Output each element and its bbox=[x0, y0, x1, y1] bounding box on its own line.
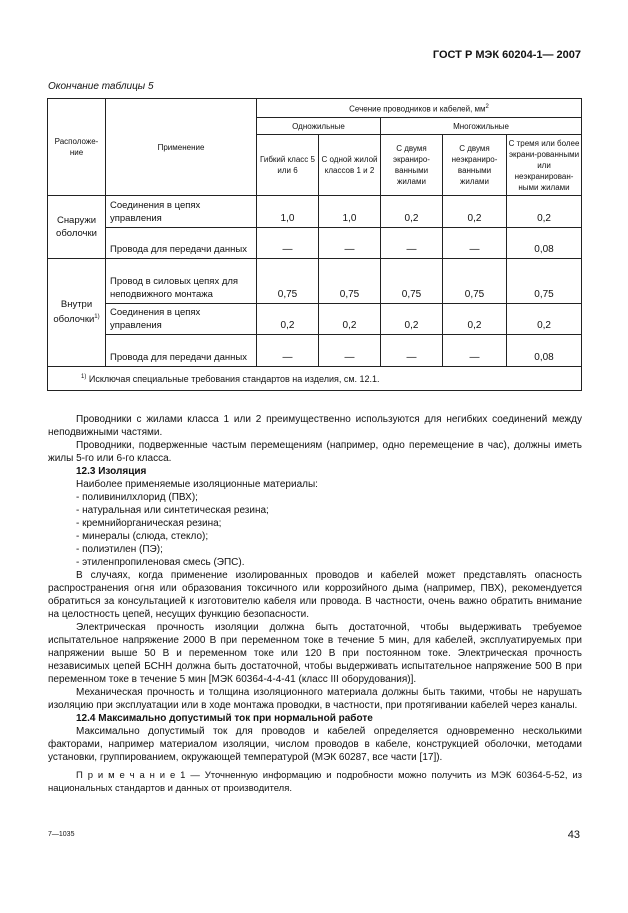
table-row bbox=[48, 196, 582, 228]
value-cell: 0,2 bbox=[381, 304, 443, 335]
application-cell: Соединения в цепях управления bbox=[106, 196, 257, 228]
paragraph: Наиболее применяемые изоляционные материалы: bbox=[76, 479, 318, 490]
table-footnote: $^{1)}$ Исключая специальные требования стандартов на изделия, см. 12.1. bbox=[48, 367, 582, 391]
header-multi-core: Многожильные bbox=[381, 118, 582, 135]
value-cell: 0,75 bbox=[319, 259, 381, 304]
paragraph: Проводники, подверженные частым перемещениям (например, одно перемещение в час), должны иметь жилы 5-го или 6-го класса. bbox=[48, 440, 582, 464]
value-cell: 0,75 bbox=[443, 259, 507, 304]
value-cell: 0,2 bbox=[507, 304, 582, 335]
paragraph: Проводники с жилами класса 1 или 2 преимущественно используются для негибких соединений между неподвижными частями. bbox=[48, 414, 582, 438]
table-caption: Окончание таблицы 5 bbox=[48, 81, 154, 92]
application-cell: Провода для передачи данных bbox=[106, 228, 257, 259]
value-cell: 1,0 bbox=[319, 196, 381, 228]
header-sub-flexible: Гибкий класс 5 или 6 bbox=[257, 135, 319, 196]
paragraph: Максимально допустимый ток для проводов и кабелей определяется одновременно несколькими факторами, например материалом изоляции, числом проводов в кабеле, конструкцией оболочки, методами установки, группированием, окружающей температурой (МЭК 60287, все части [17]). bbox=[48, 726, 582, 763]
application-cell: Провод в силовых цепях для неподвижного монтажа bbox=[106, 259, 257, 304]
table-row bbox=[48, 304, 582, 335]
list-item: - минералы (слюда, стекло); bbox=[76, 531, 209, 542]
value-cell: 0,08 bbox=[507, 228, 582, 259]
application-cell: Провода для передачи данных bbox=[106, 335, 257, 367]
header-sub-two-unshielded: С двумя неэкраниро-ванными жилами bbox=[443, 135, 507, 196]
list-item: - натуральная или синтетическая резина; bbox=[76, 505, 269, 516]
list-item: - полиэтилен (ПЭ); bbox=[76, 544, 163, 555]
value-cell: 0,2 bbox=[319, 304, 381, 335]
paragraph: Электрическая прочность изоляции должна быть достаточной, чтобы выдерживать требуемое испытательное напряжение 2000 В при переменном токе в течение 5 мин, для кабелей, эксплуатируемых при напряжении выше 50 В и переменном токе или 120 В при постоянном токе. Электрическая прочность независимых цепей БСНН должна быть достаточной, чтобы выдерживать испытательное напряжение 500 В при переменном токе в течение 5 мин [МЭК 60364-4-4-41 (класс III оборудования)]. bbox=[48, 622, 582, 685]
paragraph: В случаях, когда применение изолированных проводов и кабелей может представлять опасность распространения огня или образования токсичного или коррозийного дыма (например, ПВХ), рекомендуется обратиться за консультацией к изготовителю кабеля или провода. В частности, очень важно обратить внимание на целостность цепей, несущих функцию безопасности. bbox=[48, 570, 582, 620]
location-inside: Внутри оболочки$^{1)}$ bbox=[48, 259, 106, 367]
body-text bbox=[48, 413, 582, 795]
value-cell: — bbox=[443, 335, 507, 367]
value-cell: 0,2 bbox=[381, 196, 443, 228]
value-cell: — bbox=[381, 335, 443, 367]
value-cell: 0,2 bbox=[257, 304, 319, 335]
value-cell: 0,2 bbox=[443, 304, 507, 335]
conductor-section-table bbox=[47, 98, 582, 391]
location-outside: Снаружи оболочки bbox=[48, 196, 106, 259]
value-cell: 0,08 bbox=[507, 335, 582, 367]
standard-header: ГОСТ Р МЭК 60204-1— 2007 bbox=[432, 49, 581, 61]
table-row bbox=[48, 228, 582, 259]
section-heading-12-3: 12.3 Изоляция bbox=[76, 466, 147, 477]
table-row bbox=[48, 335, 582, 367]
value-cell: 0,75 bbox=[507, 259, 582, 304]
value-cell: 0,2 bbox=[443, 196, 507, 228]
application-cell: Соединения в цепях управления bbox=[106, 304, 257, 335]
value-cell: — bbox=[381, 228, 443, 259]
value-cell: 0,75 bbox=[381, 259, 443, 304]
value-cell: — bbox=[257, 335, 319, 367]
value-cell: — bbox=[319, 228, 381, 259]
list-item: - кремнийорганическая резина; bbox=[76, 518, 222, 529]
header-sub-three-plus: С тремя или более экрани-рованными или неэкранирован-ными жилами bbox=[507, 135, 582, 196]
note: П р и м е ч а н и е 1 — Уточненную информацию и подробности можно получить из МЭК 60364-5-52, из национальных стандартов и данных от производителя. bbox=[48, 770, 582, 794]
value-cell: 1,0 bbox=[257, 196, 319, 228]
header-single-core: Одножильные bbox=[257, 118, 381, 135]
value-cell: 0,75 bbox=[257, 259, 319, 304]
header-location: Расположе-ние bbox=[48, 99, 106, 196]
value-cell: — bbox=[443, 228, 507, 259]
value-cell: — bbox=[257, 228, 319, 259]
header-section: Сечение проводников и кабелей, $мм^2$ bbox=[257, 99, 582, 118]
table-row bbox=[48, 259, 582, 304]
page-number: 43 bbox=[567, 829, 580, 841]
header-sub-two-shielded: С двумя экраниро-ванными жилами bbox=[381, 135, 443, 196]
print-code: 7—1035 bbox=[48, 831, 75, 838]
section-heading-12-4: 12.4 Максимально допустимый ток при нормальной работе bbox=[76, 713, 373, 724]
list-item: - этиленпропиленовая смесь (ЭПС). bbox=[76, 557, 245, 568]
list-item: - поливинилхлорид (ПВХ); bbox=[76, 492, 198, 503]
paragraph: Механическая прочность и толщина изоляционного материала должны быть такими, чтобы не нарушать изоляцию при эксплуатации или в ходе монтажа проводки, в частности, при протягивании кабелей через каналы. bbox=[48, 687, 582, 711]
value-cell: 0,2 bbox=[507, 196, 582, 228]
header-sub-single: С одной жилой классов 1 и 2 bbox=[319, 135, 381, 196]
header-application: Применение bbox=[106, 99, 257, 196]
value-cell: — bbox=[319, 335, 381, 367]
